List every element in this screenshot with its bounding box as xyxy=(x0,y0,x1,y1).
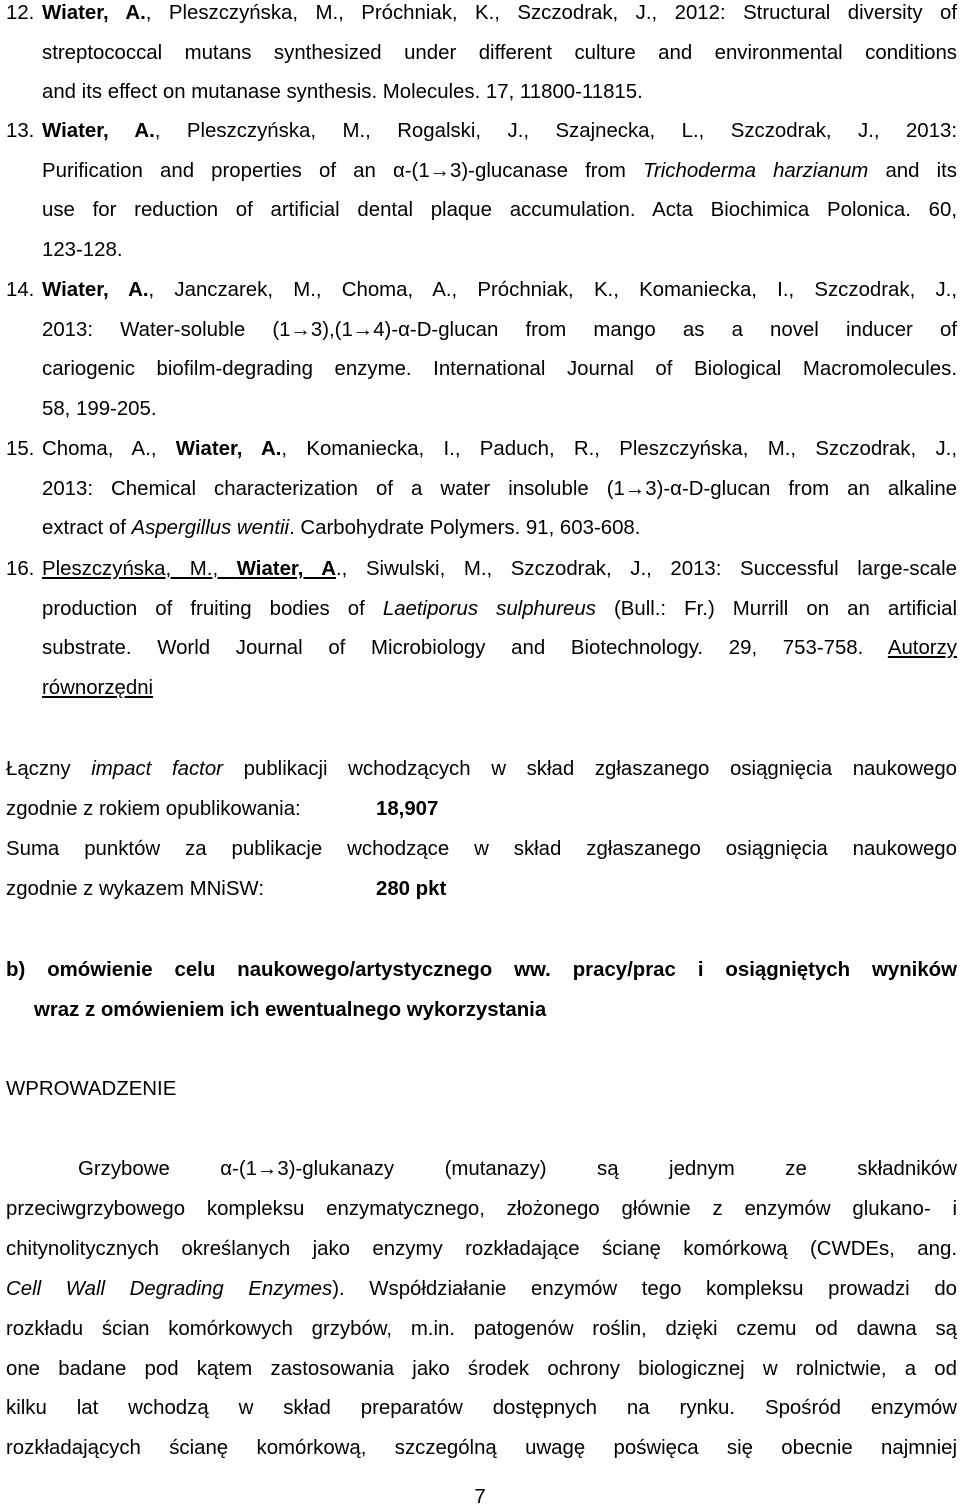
reference-text-line: and its effect on mutanase synthesis. Molecules. 17, 11800-11815. xyxy=(42,81,643,104)
reference-authors: , Komaniecka, I., Paduch, R., Pleszczyńska, M., Szczodrak, J., xyxy=(281,438,957,460)
body-line: chitynolitycznych określanych jako enzymy rozkładające ścianę komórkową (CWDEs, ang. xyxy=(6,1237,957,1260)
summary-line: Suma punktów za publikacje wchodzące w skład zgłaszanego osiągnięcia naukowego xyxy=(6,837,957,860)
reference-number: 15. xyxy=(6,438,35,460)
reference-text-line: równorzędni xyxy=(42,677,154,700)
reference-text-line: production of fruiting bodies of Laetiporus sulphureus (Bull.: Fr.) Murrill on an artificial xyxy=(42,597,957,620)
reference-13 xyxy=(6,112,957,271)
reference-16: 16. Pleszczyńska, M., Wiater, A., Siwulski, M., Szczodrak, J., 2013: Successful large-scale production of fruiting bodies of Laetiporus sulphureus (Bull.: Fr.) Murrill on an artificial substrate. World Journal of Microbiology and Biotechnology. 29, 753-758. Autorzy równorzędni xyxy=(6,550,957,709)
reference-authors: , Pleszczyńska, M., Rogalski, J., Szajnecka, L., Szczodrak, J., 2013: xyxy=(154,120,957,142)
reference-authors: , Pleszczyńska, M., Próchniak, K., Szczodrak, J., 2012: Structural diversity of xyxy=(145,2,957,24)
reference-authors: , Janczarek, M., Choma, A., Próchniak, K., Komaniecka, I., Szczodrak, J., xyxy=(148,279,957,301)
reference-text-line: streptococcal mutans synthesized under different culture and environmental conditions xyxy=(42,41,957,64)
reference-15: 15. Choma, A., Wiater, A., Komaniecka, I., Paduch, R., Pleszczyńska, M., Szczodrak, J., 2013: Chemical characterization of a water insoluble (1→3)-α-D-glucan from an alkaline extract of Aspergillus wentii. Carbohydrate Polymers. 91, 603-608. xyxy=(6,430,957,549)
impact-factor-summary xyxy=(6,750,957,910)
reference-text-line: 2013: Chemical characterization of a water insoluble (1→3)-α-D-glucan from an alkaline xyxy=(42,477,957,500)
heading-line: wraz z omówieniem ich ewentualnego wykorzystania xyxy=(34,999,547,1021)
reference-number: 14. xyxy=(6,279,35,301)
reference-text-line: substrate. World Journal of Microbiology and Biotechnology. 29, 753-758. Autorzy xyxy=(42,637,957,660)
section-title: WPROWADZENIE xyxy=(6,1078,177,1100)
species-name: Trichoderma harzianum xyxy=(643,159,869,182)
body-line: Grzybowe α-(1→3)-glukanazy (mutanazy) są jednym ze składników xyxy=(78,1158,957,1180)
species-name: Aspergillus wentii xyxy=(131,517,290,540)
reference-text-line: cariogenic biofilm-degrading enzyme. International Journal of Biological Macromolecules. xyxy=(42,358,957,381)
reference-author-bold: Wiater, A xyxy=(236,558,336,580)
body-paragraph xyxy=(6,1150,957,1469)
body-line: rozkładu ścian komórkowych grzybów, m.in. patogenów roślin, dzięki czemu od dawna są xyxy=(6,1317,957,1340)
page-number: 7 xyxy=(474,1486,486,1508)
body-line: one badane pod kątem zastosowania jako środek ochrony biologicznej w rolnictwie, a od xyxy=(6,1357,957,1380)
reference-14 xyxy=(6,271,957,430)
species-name: Laetiporus sulphureus xyxy=(382,597,596,620)
reference-author-bold: Wiater, A. xyxy=(175,438,282,460)
body-line: kilku lat wchodzą w skład preparatów dostępnych na rynku. Spośród enzymów xyxy=(6,1397,957,1420)
body-line: Cell Wall Degrading Enzymes). Współdziałanie enzymów tego kompleksu prowadzi do xyxy=(6,1277,958,1300)
summary-line: zgodnie z rokiem opublikowania: 18,907 xyxy=(6,797,439,820)
points-value: 280 pkt xyxy=(376,877,447,900)
heading-line: b) omówienie celu naukowego/artystycznego ww. pracy/prac i osiągniętych wyników xyxy=(6,959,957,981)
reference-number: 12. xyxy=(6,2,35,24)
reference-author-bold: Wiater, A. xyxy=(42,2,146,24)
reference-text-line: use for reduction of artificial dental plaque accumulation. Acta Biochimica Polonica. 60, xyxy=(42,199,957,222)
summary-line: Łączny impact factor publikacji wchodzących w skład zgłaszanego osiągnięcia naukowego xyxy=(6,758,957,780)
impact-factor-value: 18,907 xyxy=(376,797,439,820)
reference-text-line: 2013: Water-soluble (1→3),(1→4)-α-D-glucan from mango as a novel inducer of xyxy=(42,318,957,341)
reference-number: 13. xyxy=(6,120,35,142)
reference-authors: ., Siwulski, M., Szczodrak, J., 2013: Successful large-scale xyxy=(336,558,957,580)
reference-number: 16. xyxy=(6,558,35,580)
co-first-authors-note: Autorzy xyxy=(887,637,957,660)
reference-text-line: extract of Aspergillus wentii. Carbohydrate Polymers. 91, 603-608. xyxy=(42,517,641,540)
reference-text-line: Purification and properties of an α-(1→3)-glucanase from Trichoderma harzianum and its xyxy=(42,159,957,182)
reference-author-bold: Wiater, A. xyxy=(42,279,149,301)
reference-12 xyxy=(6,0,957,113)
reference-author-bold: Wiater, A. xyxy=(42,120,155,142)
summary-line: zgodnie z wykazem MNiSW: 280 pkt xyxy=(6,877,447,900)
reference-text-line: 58, 199-205. xyxy=(42,398,157,421)
body-line: rozkładających ścianę komórkową, szczególną uwagę poświęca się obecnie najmniej xyxy=(6,1437,957,1460)
body-line: przeciwgrzybowego kompleksu enzymatycznego, złożonego głównie z enzymów glukano- i xyxy=(6,1197,957,1220)
section-heading-b xyxy=(6,950,957,1030)
reference-text-line: 123-128. xyxy=(42,239,123,262)
